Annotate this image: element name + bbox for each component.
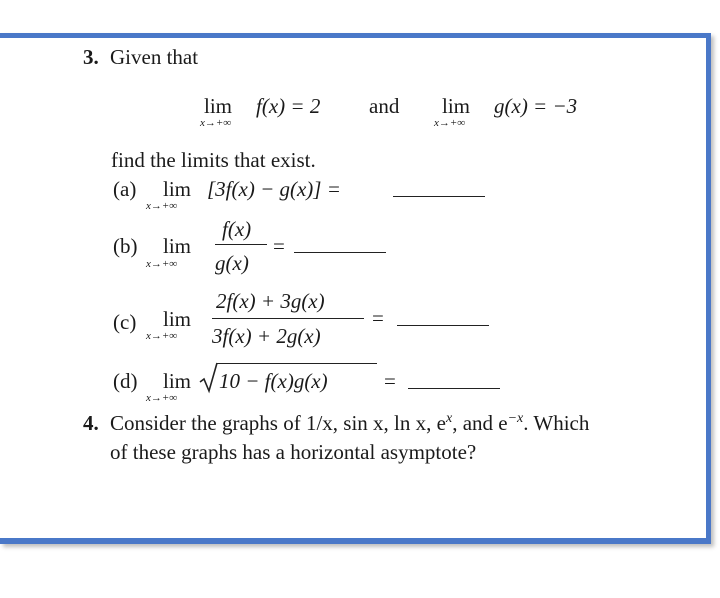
part-a-label: (a)	[113, 177, 137, 201]
part-b-equals: =	[273, 234, 285, 258]
part-a-lim: lim	[163, 177, 192, 201]
problem-4-line-2: of these graphs has a horizontal asymptote?	[110, 440, 477, 464]
given-and-word: and	[369, 94, 400, 118]
part-b-denominator: g(x)	[215, 251, 249, 275]
part-a-expression: [3f(x) − g(x)] =	[207, 177, 341, 201]
part-c-answer-blank[interactable]	[397, 325, 489, 326]
part-d-label: (d)	[113, 369, 138, 393]
part-d-answer-blank[interactable]	[408, 388, 500, 389]
part-b-fraction-bar	[215, 244, 267, 245]
problem-panel	[0, 33, 711, 544]
part-c-label: (c)	[113, 310, 137, 334]
part-a-subscript: x→+∞	[146, 200, 178, 212]
given-lim-g-word: lim	[442, 94, 471, 118]
part-b-numerator: f(x)	[222, 217, 252, 241]
problem-4-exponent-neg-x: −x	[507, 411, 524, 426]
part-d-radical-sign	[199, 362, 219, 394]
problem-4-number: 4.	[83, 411, 99, 435]
given-g-expression: g(x) = −3	[494, 94, 578, 118]
part-d-radicand: 10 − f(x)g(x)	[219, 369, 328, 393]
problem-4-line-1-text-a: Consider the graphs of 1/x, sin x, ln x, e	[110, 411, 446, 435]
part-d-lim: lim	[163, 369, 192, 393]
part-a-answer-blank[interactable]	[393, 196, 485, 197]
given-lim-g-subscript: x→+∞	[434, 117, 466, 129]
problem-4-line-1	[110, 413, 589, 434]
part-c-fraction-bar	[212, 318, 364, 319]
part-c-lim: lim	[163, 307, 192, 331]
part-c-numerator: 2f(x) + 3g(x)	[216, 289, 325, 313]
part-b-lim: lim	[163, 234, 192, 258]
instruction-text: find the limits that exist.	[111, 148, 316, 172]
given-lim-f-subscript: x→+∞	[200, 117, 232, 129]
problem-4-line-1-text-b: , and e	[452, 411, 508, 435]
part-b-subscript: x→+∞	[146, 258, 178, 270]
part-c-denominator: 3f(x) + 2g(x)	[212, 324, 321, 348]
part-d-equals: =	[384, 369, 396, 393]
part-d-radical-bar	[217, 363, 377, 364]
part-b-answer-blank[interactable]	[294, 252, 386, 253]
given-f-expression: f(x) = 2	[256, 94, 321, 118]
part-c-equals: =	[372, 306, 384, 330]
problem-4-line-1-text-c: . Which	[523, 411, 590, 435]
part-c-subscript: x→+∞	[146, 330, 178, 342]
part-b-label: (b)	[113, 234, 138, 258]
part-d-subscript: x→+∞	[146, 392, 178, 404]
problem-4-exponent-x: x	[445, 411, 453, 426]
problem-3-number: 3.	[83, 45, 99, 69]
given-lim-f-word: lim	[204, 94, 233, 118]
problem-3-intro: Given that	[110, 45, 199, 69]
